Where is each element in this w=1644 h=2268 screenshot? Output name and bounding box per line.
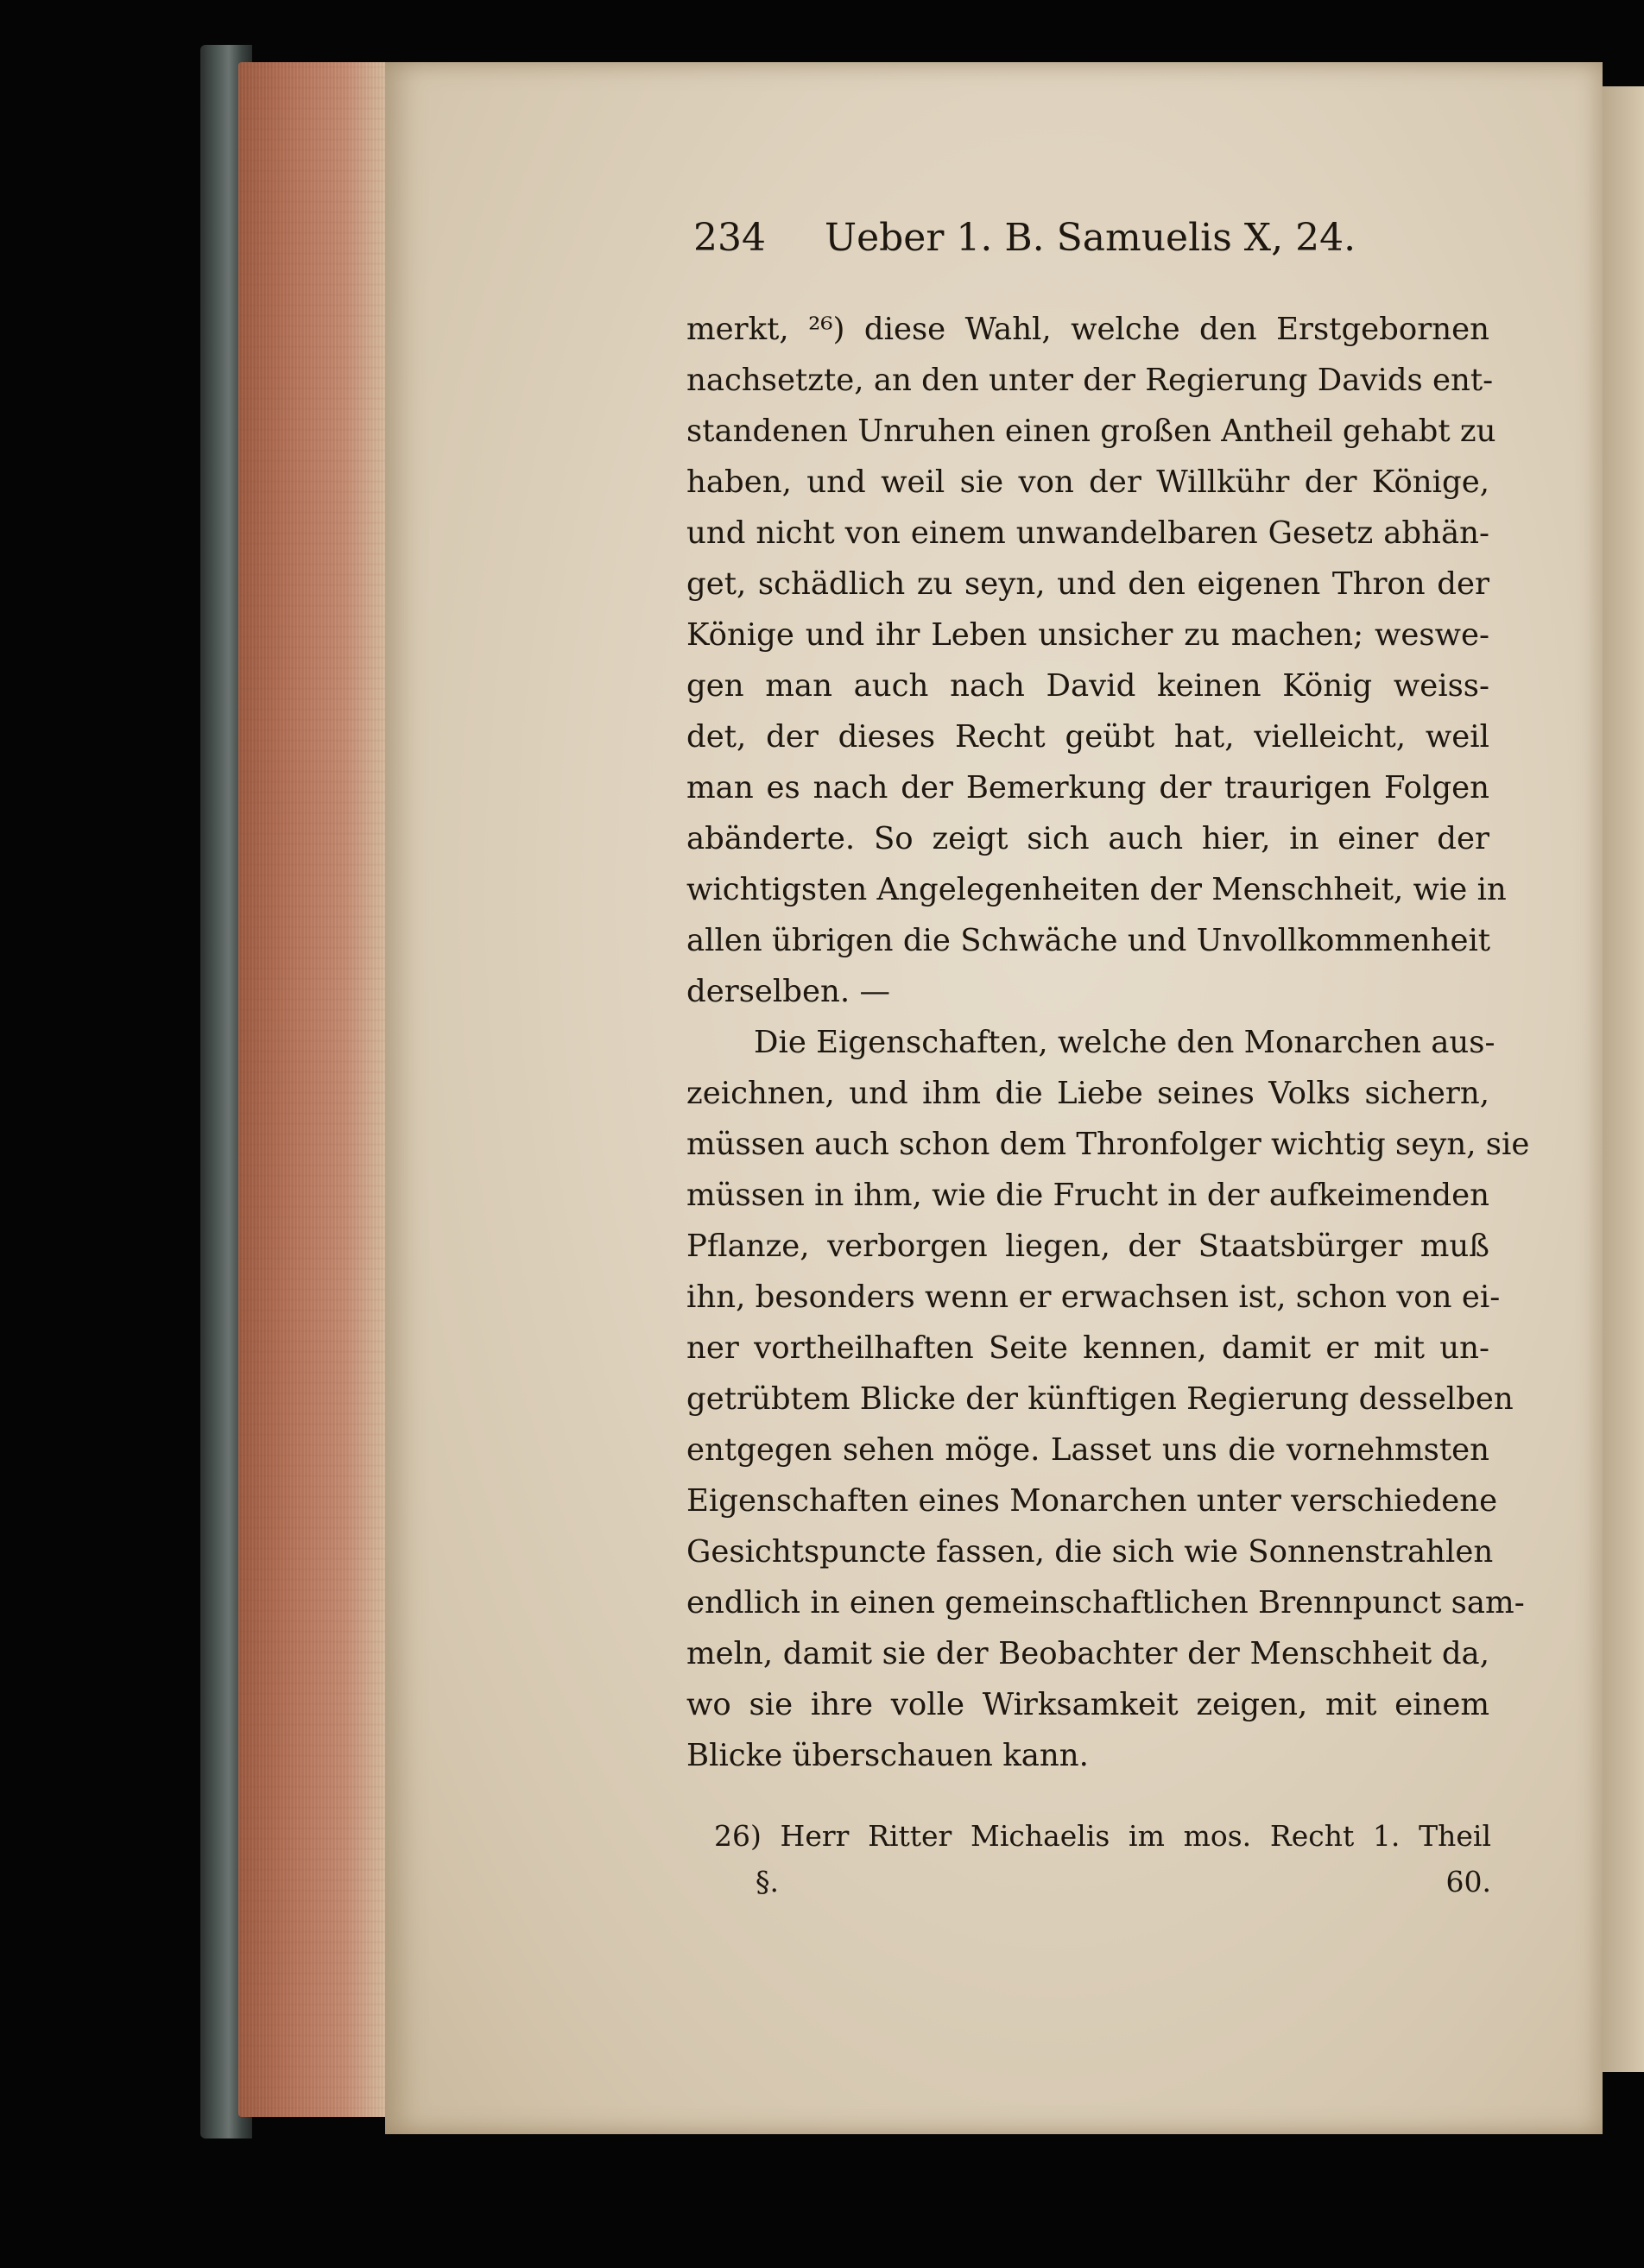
body-line: und nicht von einem unwandelbaren Gesetz abhän- — [686, 515, 1489, 551]
body-line: Pflanze, verborgen liegen, der Staatsbürger muß — [686, 1229, 1489, 1264]
body-line: ihn, besonders wenn er erwachsen ist, schon von ei- — [686, 1279, 1501, 1315]
body-line: endlich in einen gemeinschaftlichen Brennpunct sam- — [686, 1585, 1525, 1620]
footnote — [714, 1813, 1491, 1905]
body-line: müssen in ihm, wie die Frucht in der aufkeimenden — [686, 1178, 1489, 1213]
facing-page-edge — [1603, 86, 1644, 2072]
body-line: Gesichtspuncte fassen, die sich wie Sonnenstrahlen — [686, 1534, 1494, 1570]
body-line: haben, und weil sie von der Willkühr der Könige, — [686, 464, 1489, 500]
body-line: entgegen sehen möge. Lasset uns die vornehmsten — [686, 1432, 1489, 1468]
body-line: allen übrigen die Schwäche und Unvollkommenheit — [686, 923, 1491, 958]
footnote-line: §. 60. — [756, 1865, 1491, 1898]
running-title: Ueber 1. B. Samuelis X, 24. — [825, 216, 1356, 260]
body-line: Eigenschaften eines Monarchen unter verschiedene — [686, 1483, 1498, 1519]
body-line: abänderte. So zeigt sich auch hier, in einer der — [686, 821, 1489, 856]
body-line: nachsetzte, an den unter der Regierung Davids ent- — [686, 363, 1494, 398]
body-line: wichtigsten Angelegenheiten der Menschheit, wie in — [686, 872, 1507, 907]
body-line: zeichnen, und ihm die Liebe seines Volks sichern, — [686, 1076, 1489, 1111]
page-number: 234 — [693, 216, 766, 260]
body-line: get, schädlich zu seyn, und den eigenen Thron der — [686, 566, 1489, 602]
body-line: man es nach der Bemerkung der traurigen Folgen — [686, 770, 1489, 805]
body-line: ner vortheilhaften Seite kennen, damit er mit un- — [686, 1330, 1489, 1366]
footnote-line: 26) Herr Ritter Michaelis im mos. Recht 1. Theil — [714, 1819, 1491, 1853]
body-line: Die Eigenschaften, welche den Monarchen aus- — [754, 1025, 1495, 1060]
body-line: Blicke überschauen kann. — [686, 1738, 1089, 1773]
body-line: getrübtem Blicke der künftigen Regierung desselben — [686, 1381, 1514, 1417]
body-line: gen man auch nach David keinen König weiss- — [686, 668, 1489, 704]
page-edges — [238, 62, 389, 2117]
body-line: derselben. — — [686, 974, 890, 1009]
body-line: det, der dieses Recht geübt hat, vielleicht, weil — [686, 719, 1489, 755]
body-line: standenen Unruhen einen großen Antheil gehabt zu — [686, 414, 1496, 449]
body-text — [686, 304, 1530, 1781]
body-line: merkt, ²⁶) diese Wahl, welche den Erstgebornen — [686, 312, 1489, 347]
body-line: Könige und ihr Leben unsicher zu machen; weswe- — [686, 617, 1489, 653]
body-line: meln, damit sie der Beobachter der Menschheit da, — [686, 1636, 1489, 1671]
body-line: müssen auch schon dem Thronfolger wichtig seyn, sie — [686, 1127, 1530, 1162]
body-line: wo sie ihre volle Wirksamkeit zeigen, mit einem — [686, 1687, 1489, 1722]
